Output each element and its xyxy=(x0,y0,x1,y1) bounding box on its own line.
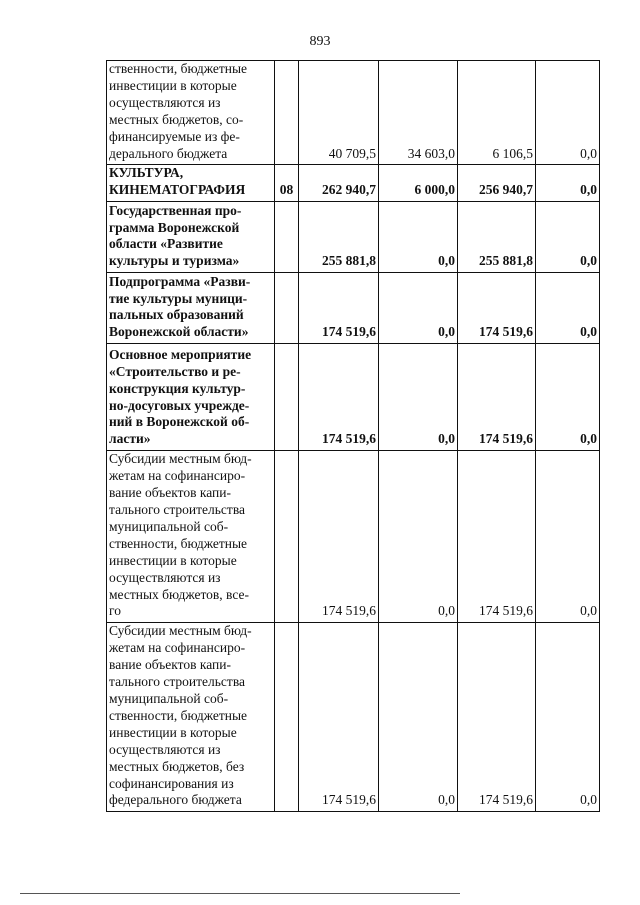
row-regional-text: 256 940,7 xyxy=(479,182,533,198)
row-total-cell xyxy=(299,202,379,273)
page-number: 893 xyxy=(309,34,331,49)
row-name-cell xyxy=(107,165,275,202)
row-total-cell xyxy=(299,165,379,202)
row-federal-text: 0,0 xyxy=(438,253,455,269)
footer-rule xyxy=(20,893,460,894)
row-federal-text: 0,0 xyxy=(438,324,455,340)
row-regional-cell xyxy=(458,61,536,165)
row-other-text: 0,0 xyxy=(580,145,597,161)
row-total-text: 174 519,6 xyxy=(322,792,376,808)
row-federal-text: 6 000,0 xyxy=(414,182,455,198)
row-name-cell xyxy=(107,273,275,344)
row-name-text: КУЛЬТУРА, КИНЕМАТОГРАФИЯ xyxy=(109,165,246,198)
row-name-text: Государственная про- грамма Воронежской области «Развитие культуры и туризма» xyxy=(109,202,242,269)
row-code-cell xyxy=(275,344,299,451)
row-regional-cell xyxy=(458,451,536,623)
row-federal-cell xyxy=(379,451,458,623)
row-federal-text: 0,0 xyxy=(438,603,455,619)
row-other-cell xyxy=(536,344,600,451)
row-other-text: 0,0 xyxy=(580,253,597,269)
row-name-text: Основное мероприятие «Строительство и ре- конструкция культур- но-досуговых учрежде- ний в Воронежской об- ласти» xyxy=(109,346,252,447)
row-other-text: 0,0 xyxy=(580,603,597,619)
row-other-cell xyxy=(536,623,600,812)
row-total-text: 174 519,6 xyxy=(322,324,376,340)
row-regional-cell xyxy=(458,344,536,451)
row-total-text: 40 709,5 xyxy=(328,145,376,161)
table-row xyxy=(107,202,600,273)
row-federal-cell xyxy=(379,623,458,812)
row-code-cell xyxy=(275,451,299,623)
row-code-text: 08 xyxy=(279,182,294,198)
row-other-text: 0,0 xyxy=(580,792,597,808)
row-federal-cell xyxy=(379,202,458,273)
row-code-cell xyxy=(275,165,299,202)
table-row xyxy=(107,451,600,623)
table-body xyxy=(107,61,600,812)
row-code-cell xyxy=(275,202,299,273)
row-name-cell xyxy=(107,202,275,273)
row-regional-text: 174 519,6 xyxy=(479,431,533,447)
row-code-cell xyxy=(275,61,299,165)
row-name-cell xyxy=(107,451,275,623)
row-other-text: 0,0 xyxy=(580,431,597,447)
table-row xyxy=(107,273,600,344)
row-federal-cell xyxy=(379,61,458,165)
table-row xyxy=(107,165,600,202)
row-total-cell xyxy=(299,623,379,812)
row-other-cell xyxy=(536,61,600,165)
row-total-cell xyxy=(299,61,379,165)
row-total-text: 262 940,7 xyxy=(322,182,376,198)
row-total-text: 174 519,6 xyxy=(322,431,376,447)
row-regional-cell xyxy=(458,623,536,812)
row-name-text: ственности, бюджетные инвестиции в которые осуществляются из местных бюджетов, со- финансируемые из фе- дерального бюджета xyxy=(109,61,248,161)
row-name-cell xyxy=(107,344,275,451)
row-regional-cell xyxy=(458,202,536,273)
row-regional-cell xyxy=(458,165,536,202)
row-federal-cell xyxy=(379,344,458,451)
row-regional-text: 255 881,8 xyxy=(479,253,533,269)
row-regional-text: 174 519,6 xyxy=(479,324,533,340)
table-row xyxy=(107,623,600,812)
row-other-cell xyxy=(536,451,600,623)
row-total-text: 174 519,6 xyxy=(322,603,376,619)
row-name-text: Подпрограмма «Разви- тие культуры муници- пальных образований Воронежской области» xyxy=(109,273,251,340)
row-code-cell xyxy=(275,623,299,812)
row-total-cell xyxy=(299,451,379,623)
row-total-cell xyxy=(299,344,379,451)
table-row xyxy=(107,344,600,451)
row-name-cell xyxy=(107,61,275,165)
row-total-text: 255 881,8 xyxy=(322,253,376,269)
row-name-text: Субсидии местным бюд- жетам на софинансиро- вание объектов капи- тального строительства муниципальной соб- ственности, бюджетные инвестиции в которые осуществляются из местных бюджетов, без софинансирования из федерального бюджета xyxy=(109,623,252,808)
row-name-cell xyxy=(107,623,275,812)
row-name-text: Субсидии местным бюд- жетам на софинансиро- вание объектов капи- тального строительства муниципальной соб- ственности, бюджетные инвестиции в которые осуществляются из местных бюджетов, все- го xyxy=(109,451,252,619)
table-row xyxy=(107,61,600,165)
row-other-cell xyxy=(536,202,600,273)
row-federal-text: 0,0 xyxy=(438,792,455,808)
row-federal-cell xyxy=(379,273,458,344)
row-regional-text: 174 519,6 xyxy=(479,792,533,808)
row-other-cell xyxy=(536,273,600,344)
row-regional-cell xyxy=(458,273,536,344)
budget-table xyxy=(106,60,600,812)
row-other-cell xyxy=(536,165,600,202)
row-federal-text: 0,0 xyxy=(438,431,455,447)
row-federal-cell xyxy=(379,165,458,202)
row-regional-text: 174 519,6 xyxy=(479,603,533,619)
row-regional-text: 6 106,5 xyxy=(492,145,533,161)
row-code-cell xyxy=(275,273,299,344)
row-total-cell xyxy=(299,273,379,344)
row-other-text: 0,0 xyxy=(580,324,597,340)
row-federal-text: 34 603,0 xyxy=(407,145,455,161)
row-other-text: 0,0 xyxy=(580,182,597,198)
